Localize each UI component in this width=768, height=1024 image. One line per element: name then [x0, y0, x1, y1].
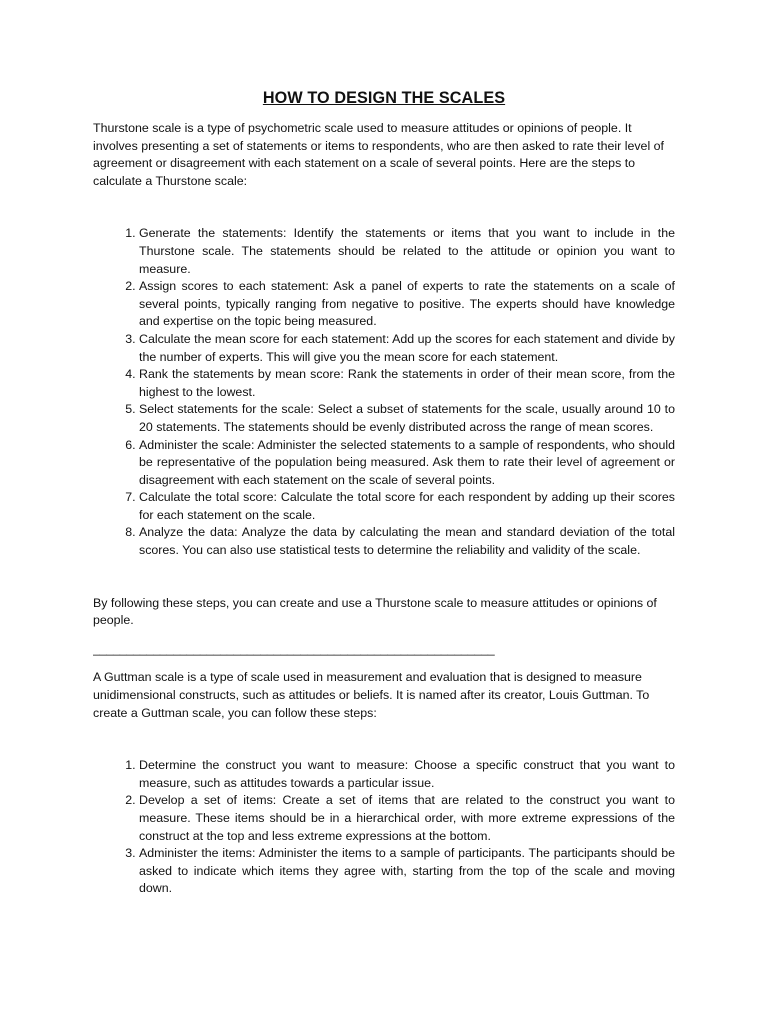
guttman-steps-list: [93, 757, 675, 898]
list-item: 4. Rank the statements by mean score: Rank the statements in order of their mean score, from the highest to the lowest.: [139, 366, 675, 401]
document-body: [93, 88, 675, 898]
thurstone-steps-list: [93, 225, 675, 559]
guttman-intro: A Guttman scale is a type of scale used in measurement and evaluation that is designed to measure unidimensional constructs, such as attitudes or beliefs. It is named after its creator, Louis Guttman. To create a Guttman scale, you can follow these steps:: [93, 670, 650, 720]
list-item: 6. Administer the scale: Administer the selected statements to a sample of respondents, who should be representative of the population being measured. Ask them to rate their level of agreement or disagreement with each statement on the scale of several points.: [139, 437, 675, 490]
list-item: 3. Calculate the mean score for each statement: Add up the scores for each statement and divide by the number of experts. This will give you the mean score for each statement.: [139, 331, 675, 366]
list-item: 8. Analyze the data: Analyze the data by calculating the mean and standard deviation of the total scores. You can also use statistical tests to determine the reliability and validity of the scale.: [139, 524, 675, 559]
thurstone-closing: By following these steps, you can create and use a Thurstone scale to measure attitudes or opinions of people.: [93, 595, 657, 628]
list-item: 5. Select statements for the scale: Select a subset of statements for the scale, usually around 10 to 20 statements. The statements should be evenly distributed across the range of mean scores.: [139, 401, 675, 436]
list-item: 2. Assign scores to each statement: Ask a panel of experts to rate the statements on a scale of several points, typically ranging from negative to positive. The experts should have knowledge and expertise on the topic being measured.: [139, 278, 675, 331]
page-title: HOW TO DESIGN THE SCALES: [262, 89, 506, 107]
list-item: 1. Generate the statements: Identify the statements or items that you want to include in the Thurstone scale. The statements should be related to the attitude or opinion you want to measure.: [139, 225, 675, 278]
thurstone-intro: Thurstone scale is a type of psychometric scale used to measure attitudes or opinions of people. It involves presenting a set of statements or items to respondents, who are then asked to rate their level of agreement or disagreement with each statement on a scale of several points. Here are the steps to calculate a Thurstone scale:: [93, 121, 664, 188]
list-item: 7. Calculate the total score: Calculate the total score for each respondent by adding up their scores for each statement on the scale.: [139, 489, 675, 524]
list-item: 3. Administer the items: Administer the items to a sample of participants. The participants should be asked to indicate which items they agree with, starting from the top of the scale and moving down.: [139, 845, 675, 898]
list-item: 1. Determine the construct you want to measure: Choose a specific construct that you want to measure, such as attitudes towards a particular issue.: [139, 757, 675, 792]
section-divider: ____________________________________________________________: [93, 641, 495, 656]
list-item: 2. Develop a set of items: Create a set of items that are related to the construct you want to measure. These items should be in a hierarchical order, with more extreme expressions of the construct at the top and less extreme expressions at the bottom.: [139, 792, 675, 845]
